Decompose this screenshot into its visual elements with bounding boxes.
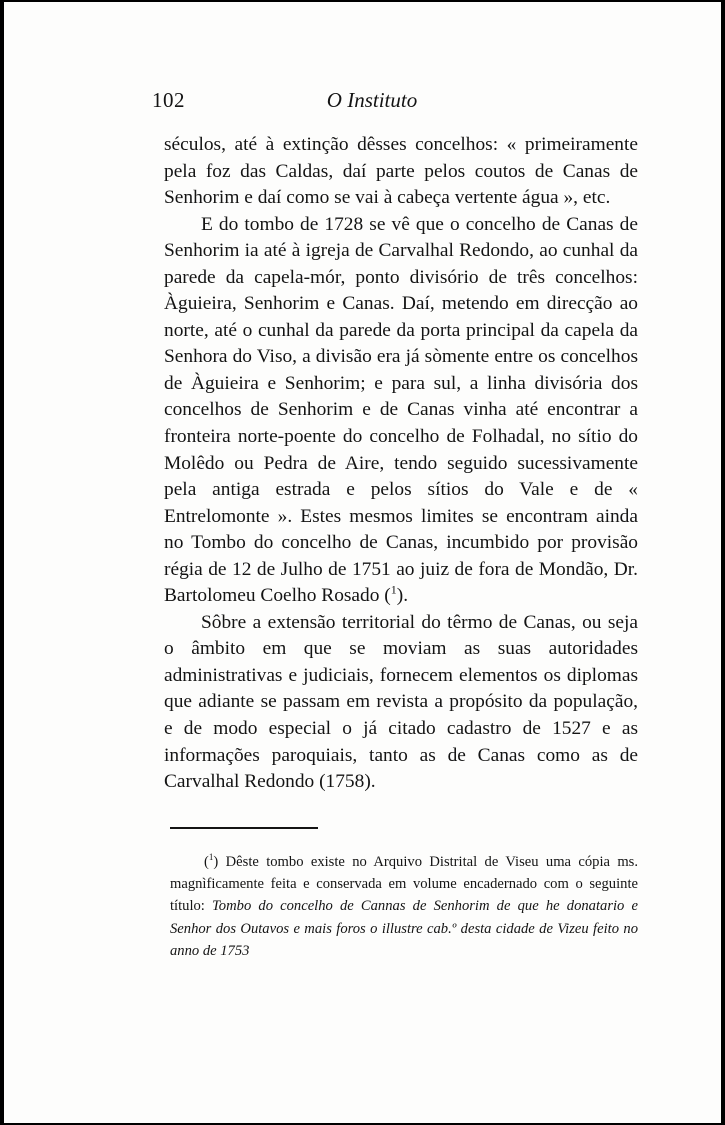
running-title: O Instituto <box>326 88 418 112</box>
footnote-reference: 1 <box>390 582 397 597</box>
page-number: 102 <box>152 88 185 112</box>
paragraph-1: séculos, até à extinção dêsses concelhos: « primeiramente pela foz das Caldas, daí parte pelos coutos de Canas de Senhorim e daí como se vai à cabeça vertente água », etc. <box>164 134 638 209</box>
footnote-text: Dêste tombo existe no Arquivo Distrital de Viseu uma cópia ms. magnìficamente feita e conservada em volume encadernado com o seguinte título: <box>170 854 638 915</box>
body-text <box>164 132 638 796</box>
footnote-1: ($^1$) Dêste tombo existe no Arquivo Distrital de Viseu uma cópia ms. magnìficamente feita e conservada em volume encadernado com o seguinte título: Tombo do concelho de Cannas de Senhorim de que he donatario e Senhor dos Outavos e mais foros o illustre cab.º desta cidade de Vizeu feito no anno de 1753 <box>170 852 638 959</box>
footnotes <box>170 851 638 962</box>
footnote-document-title: Tombo do concelho de Cannas de Senhorim de que he donatario e Senhor dos Outavos e mais foros o illustre cab.º desta cidade de Vizeu feito no anno de 1753 <box>170 898 638 959</box>
paragraph-2: E do tombo de 1728 se vê que o concelho de Canas de Senhorim ia até à igreja de Carvalhal Redondo, ao cunhal da parede da capela-mór, ponto divisório de três concelhos: Àguieira, Senhorim e Canas. Daí, metendo em direcção ao norte, até o cunhal da parede da porta principal da capela da Senhora do Viso, a divisão era já sòmente entre os concelhos de Àguieira e Senhorim; e para sul, a linha divisória dos concelhos de Senhorim e de Canas vinha até encontrar a fronteira norte-poente do concelho de Folhadal, no sítio do Molêdo ou Pedra de Aire, tendo seguido sucessivamente pela antiga estrada e pelos sítios do Vale e de « Entrelomonte ». Estes mesmos limites se encontram ainda no Tombo do concelho de Canas, incumbido por provisão régia de 12 de Julho de 1751 ao juiz de fora de Mondão, Dr. Bartolomeu Coelho Rosado ($^1$). <box>164 213 638 607</box>
footnote-ref-close: . <box>403 585 409 607</box>
footnote-ref-open: ( <box>379 585 391 607</box>
footnote-marker: 1 <box>208 852 214 863</box>
paragraph-3: Sôbre a extensão territorial do têrmo de Canas, ou seja o âmbito em que se moviam as suas autoridades administrativas e judiciais, fornecem elementos os diplomas que adiante se passam em revista a propósito da população, e de modo especial o já citado cadastro de 1527 e as informações paroquiais, tanto as de Canas como as de Carvalhal Redondo (1758). <box>164 611 638 793</box>
footnote-divider <box>170 827 318 829</box>
paragraph-2-text: E do tombo de 1728 se vê que o concelho de Canas de Senhorim ia até à igreja de Carvalhal Redondo, ao cunhal da parede da capela-mór, ponto divisório de três concelhos: Àguieira, Senhorim e Canas. Daí, metendo em direcção ao norte, até o cunhal da parede da porta principal da capela da Senhora do Viso, a divisão era já sòmente entre os concelhos de Àguieira e Senhorim; e para sul, a linha divisória dos concelhos de Senhorim e de Canas vinha até encontrar a fronteira norte-poente do concelho de Folhadal, no sítio do Molêdo ou Pedra de Aire, tendo seguido sucessivamente pela antiga estrada e pelos sítios do Vale e de « Entrelomonte ». Estes mesmos limites se encontram ainda no Tombo do concelho de Canas, incumbido por provisão régia de 12 de Julho de 1751 ao juiz de fora de Mondão, Dr. Bartolomeu Coelho Rosado <box>164 213 638 607</box>
running-head <box>152 88 580 118</box>
